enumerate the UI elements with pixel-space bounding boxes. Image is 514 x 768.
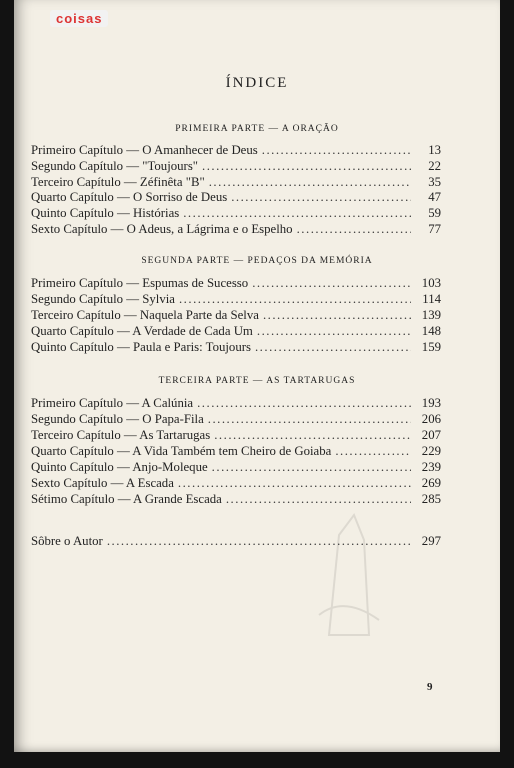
toc-entry-author: Sôbre o Autor ..... 297 xyxy=(31,534,441,550)
toc-entry: Segundo Capítulo — "Toujours" ..... 22 xyxy=(31,159,441,175)
toc-entry: Quarto Capítulo — A Vida Também tem Cheiro de Goiaba ..... 229 xyxy=(31,444,441,460)
toc-entry: Sexto Capítulo — A Escada ..... 269 xyxy=(31,476,441,492)
page-number: 9 xyxy=(427,681,433,693)
toc-entry: Terceiro Capítulo — Naquela Parte da Selva ..... 139 xyxy=(31,308,441,324)
toc-entry: Primeiro Capítulo — Espumas de Sucesso ..... 103 xyxy=(31,276,441,292)
toc-entry: Quinto Capítulo — Paula e Paris: Toujours ..... 159 xyxy=(31,340,441,356)
toc-entry: Primeiro Capítulo — A Calúnia ..... 193 xyxy=(31,396,441,412)
toc-entry: Quarto Capítulo — A Verdade de Cada Um ..... 148 xyxy=(31,324,441,340)
watermark-logo: coisas xyxy=(50,10,108,27)
part-heading-3: TERCEIRA PARTE — AS TARTARUGAS xyxy=(158,376,356,386)
toc-entry: Segundo Capítulo — Sylvia ..... 114 xyxy=(31,292,441,308)
book-page xyxy=(14,0,500,752)
toc-entry: Terceiro Capítulo — Zéfinêta "B" ..... 35 xyxy=(31,175,441,191)
part-heading-1: PRIMEIRA PARTE — A ORAÇÃO xyxy=(175,124,339,134)
toc-entry: Sétimo Capítulo — A Grande Escada ..... 285 xyxy=(31,492,441,508)
toc-entry: Terceiro Capítulo — As Tartarugas ..... 207 xyxy=(31,428,441,444)
toc-entry: Segundo Capítulo — O Papa-Fila ..... 206 xyxy=(31,412,441,428)
toc-entry: Quinto Capítulo — Histórias ..... 59 xyxy=(31,206,441,222)
toc-entry: Primeiro Capítulo — O Amanhecer de Deus ..... 13 xyxy=(31,143,441,159)
toc-entry: Quinto Capítulo — Anjo-Moleque ..... 239 xyxy=(31,460,441,476)
page-title: ÍNDICE xyxy=(225,75,289,91)
part-heading-2: SEGUNDA PARTE — PEDAÇOS DA MEMÓRIA xyxy=(141,256,373,266)
toc-entry: Quarto Capítulo — O Sorriso de Deus ..... 47 xyxy=(31,190,441,206)
toc-entry: Sexto Capítulo — O Adeus, a Lágrima e o Espelho ..... 77 xyxy=(31,222,441,238)
faint-illustration xyxy=(299,495,389,645)
